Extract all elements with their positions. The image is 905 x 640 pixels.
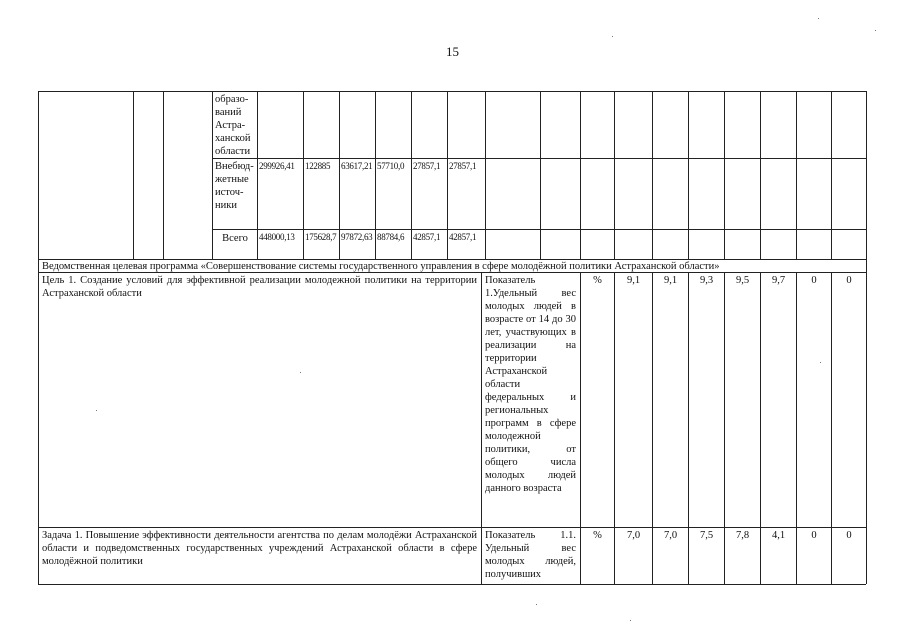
column-divider <box>580 91 581 259</box>
scan-speck <box>536 604 537 605</box>
funding-source-label: Внебюд-жетные источ-ники <box>215 161 254 211</box>
task-indicator-value: 7,0 <box>663 530 678 541</box>
goal-indicator: Показатель 1.Удельный вес молодых людей в возрасте от 14 до 30 лет, участвующих в реализации на территории Астраханской области федеральных и региональных программ в сфере молодежной политики, от общего числа молодых людей данного возраста <box>485 275 576 494</box>
funding-amount: 88784,6 <box>377 232 405 242</box>
scan-speck <box>300 372 301 373</box>
column-divider <box>163 91 164 259</box>
scan-speck <box>818 18 819 19</box>
funding-amount: 27857,1 <box>413 161 441 171</box>
column-divider <box>652 91 653 259</box>
task-indicator-value: 7,0 <box>626 530 641 541</box>
funding-amount: 97872,63 <box>341 232 373 242</box>
goal-indicator-value: 0 <box>846 275 852 286</box>
funding-amount: 42857,1 <box>413 232 441 242</box>
page-number: 15 <box>446 44 459 59</box>
goal-indicator-value: 9,1 <box>626 275 641 286</box>
goal-indicator-value: 0 <box>811 275 817 286</box>
goal-indicator-value: 9,5 <box>735 275 750 286</box>
scan-speck <box>612 36 613 37</box>
column-divider <box>540 91 541 259</box>
task-indicator-value: 0 <box>811 530 817 541</box>
scan-speck <box>630 620 631 621</box>
funding-amount: 42857,1 <box>449 232 477 242</box>
task-text: Задача 1. Повышение эффективности деятельности агентства по делам молодёжи Астраханской области и подведомственных государственных учреждений Астраханской области в сфере молодёжной политики <box>42 530 477 567</box>
funding-amount: 57710,0 <box>377 161 405 171</box>
funding-amount: 27857,1 <box>449 161 477 171</box>
task-indicator: Показатель 1.1. Удельный вес молодых людей, получивших <box>485 530 576 580</box>
table-right-border <box>866 91 867 584</box>
funding-amount: 175628,7 <box>305 232 337 242</box>
column-divider <box>485 91 486 259</box>
goal-indicator-value: 9,1 <box>663 275 678 286</box>
scan-speck <box>875 30 876 31</box>
table-left-border <box>38 91 39 584</box>
column-divider <box>133 91 134 259</box>
task-unit: % <box>593 530 602 541</box>
column-divider <box>724 91 725 259</box>
column-divider <box>831 91 832 259</box>
goal-unit: % <box>593 275 602 286</box>
funding-source-label: образо-ваний Астра-ханской области <box>215 94 251 157</box>
funding-amount: 448000,13 <box>259 232 295 242</box>
task-indicator-value: 7,8 <box>735 530 750 541</box>
funding-amount: 122885 <box>305 161 331 171</box>
column-divider <box>796 91 797 259</box>
program-title: Ведомственная целевая программа «Совершенствование системы государственного управления в сфере молодёжной политики Астраханской области» <box>42 261 720 272</box>
task-indicator-value: 7,5 <box>699 530 714 541</box>
funding-amount: 299926,41 <box>259 161 295 171</box>
funding-amount: 63617,21 <box>341 161 373 171</box>
column-divider <box>688 91 689 259</box>
table-bottom-border <box>38 584 866 585</box>
column-divider <box>760 91 761 259</box>
scan-speck <box>96 410 97 411</box>
task-indicator-value: 0 <box>846 530 852 541</box>
scan-speck <box>820 362 821 363</box>
goal-indicator-value: 9,7 <box>771 275 786 286</box>
funding-source-label: Всего <box>222 233 248 244</box>
task-indicator-value: 4,1 <box>771 530 786 541</box>
goal-text: Цель 1. Создание условий для эффективной реализации молодежной политики на территории Астраханской области <box>42 275 477 299</box>
goal-indicator-value: 9,3 <box>699 275 714 286</box>
column-divider <box>614 91 615 259</box>
